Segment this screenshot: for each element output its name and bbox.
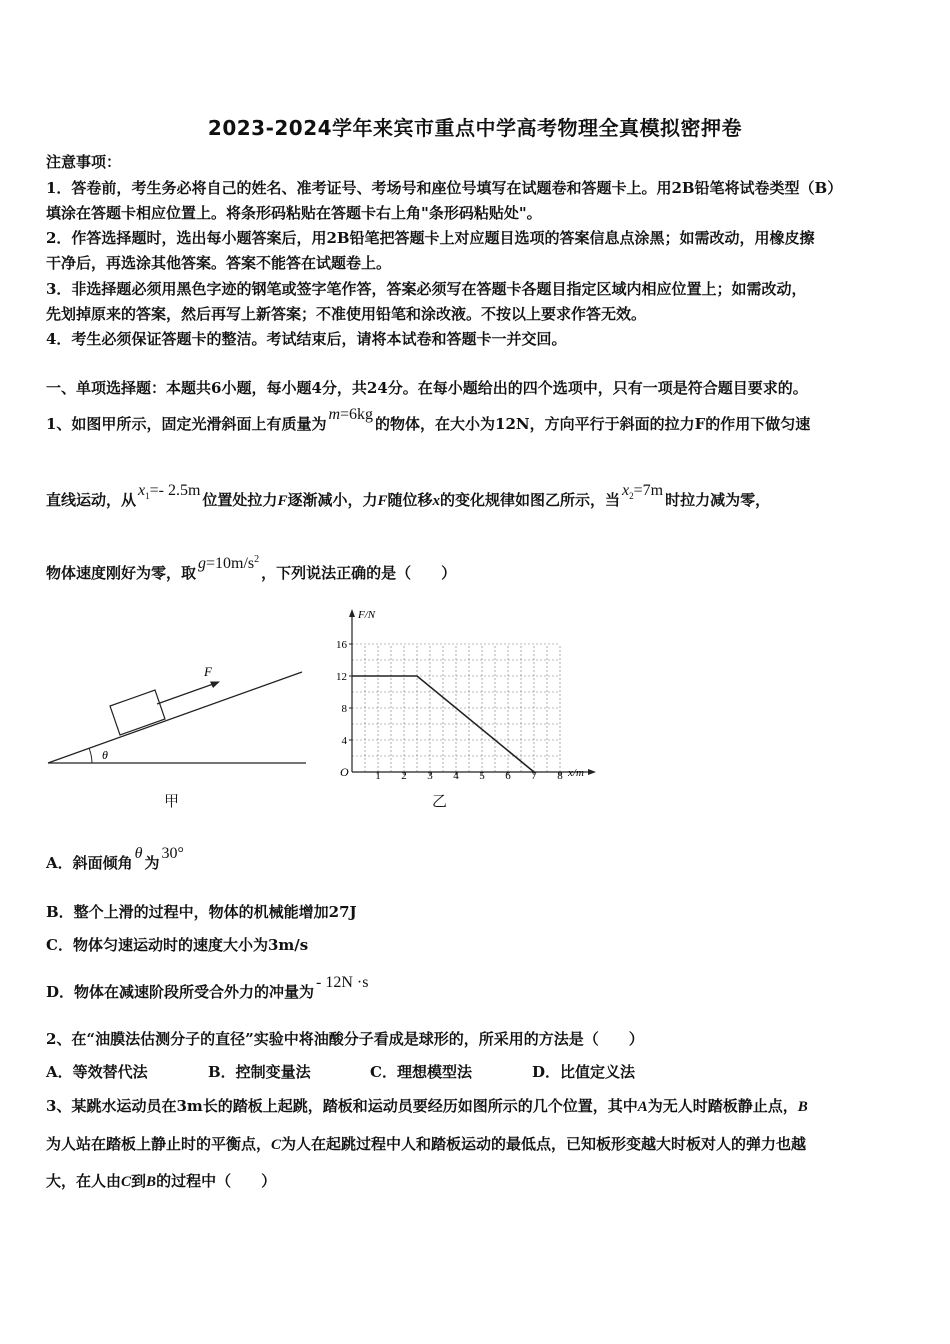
x-axis-arrow	[588, 769, 596, 775]
notice-line: 4．考生必须保证答题卡的整洁。考试结束后，请将本试卷和答题卡一并交回。	[46, 330, 567, 348]
figure-jia	[44, 650, 314, 775]
y-tick-label: 8	[341, 703, 347, 715]
q2-option-d: D．比值定义法	[532, 1063, 636, 1081]
x-tick-label: 1	[375, 770, 381, 782]
q1-option-c: C．物体匀速运动时的速度大小为3m/s	[46, 936, 309, 954]
option-d-text: D．物体在减速阶段所受合外力的冲量为	[46, 983, 315, 1001]
x-tick-label: 5	[479, 770, 485, 782]
g-value: =10m/s	[206, 555, 255, 572]
notice-heading: 注意事项：	[46, 153, 122, 171]
x1-sub: 1	[145, 491, 150, 501]
mass-var: m	[328, 406, 341, 423]
y-tick-label: 16	[336, 639, 347, 651]
notice-line: 2．作答选择题时，选出每小题答案后，用2B铅笔把答题卡上对应题目选项的答案信息点涂黑；如需改动，用橡皮擦	[46, 229, 815, 247]
q1-text: 逐渐减小，力	[287, 491, 378, 509]
q2-stem: 2、在“油膜法估测分子的直径”实验中将油酸分子看成是球形的，所采用的方法是（ ）	[46, 1030, 644, 1048]
x1-formula	[136, 482, 202, 499]
q1-option-b: B．整个上滑的过程中，物体的机械能增加27J	[46, 903, 357, 921]
q1-text: 随位移	[387, 491, 433, 509]
force-var: F	[277, 493, 288, 509]
x2-value: =7m	[633, 482, 664, 499]
force-label: F	[204, 664, 212, 679]
q1-text: 位置处拉力	[202, 491, 278, 509]
q2-option-c: C．理想模型法	[370, 1063, 472, 1081]
q1-text: 的变化规律如图乙所示，当	[440, 491, 621, 509]
q3-text: 为无人时踏板静止点，	[647, 1097, 798, 1115]
q1-text: 物体速度刚好为零，取	[46, 564, 197, 582]
y-axis-label: F/N	[358, 609, 376, 621]
x-tick-label: 7	[531, 770, 537, 782]
x1-var: x	[138, 482, 146, 499]
figure-jia-caption: 甲	[164, 792, 180, 810]
notice-line: 先划掉原来的答案，然后再写上新答案；不准使用铅笔和涂改液。不按以上要求作答无效。	[46, 305, 647, 323]
option-a-text: 为	[144, 854, 160, 872]
q3-text: 3、某跳水运动员在3m长的踏板上起跳，踏板和运动员要经历如图所示的几个位置，其中	[46, 1097, 638, 1115]
force-displacement-chart	[328, 604, 600, 784]
y-axis-arrow	[349, 609, 355, 617]
q3-line-3	[46, 1171, 916, 1192]
point-a: A	[637, 1099, 648, 1115]
incline-diagram	[44, 650, 314, 775]
x-tick-label: 3	[427, 770, 433, 782]
q2-options	[46, 1062, 916, 1082]
q3-line-1	[46, 1096, 916, 1117]
q1-line-3	[46, 554, 916, 586]
notice-line: 3．非选择题必须用黑色字迹的钢笔或签字笔作答，答案必须写在答题卡各题目指定区域内相应位置上；如需改动，	[46, 280, 807, 298]
y-tick-label: 4	[341, 735, 347, 747]
angle-value: 30°	[161, 845, 184, 862]
q1-text: 直线运动，从	[46, 491, 137, 509]
origin-label: O	[340, 765, 349, 779]
notice-line: 1．答卷前，考生务必将自己的姓名、准考证号、考场号和座位号填写在试题卷和答题卡上。用2B铅笔将试卷类型（B）	[46, 179, 843, 197]
notice-line: 干净后，再选涂其他答案。答案不能答在试题卷上。	[46, 254, 392, 272]
mass-value: =6kg	[340, 406, 374, 423]
x2-sub: 2	[629, 491, 634, 501]
mass-formula	[326, 406, 375, 423]
figure-yi	[328, 604, 600, 784]
x-tick-label: 8	[557, 770, 563, 782]
q1-text: 1、如图甲所示，固定光滑斜面上有质量为	[46, 415, 327, 433]
x-tick-label: 6	[505, 770, 511, 782]
q2-option-a: A．等效替代法	[46, 1063, 148, 1081]
point-c: C	[121, 1174, 132, 1190]
force-var: F	[377, 493, 388, 509]
q1-text: 的物体，在大小为12N，方向平行于斜面的拉力F的作用下做匀速	[375, 415, 811, 433]
figure-yi-caption: 乙	[432, 792, 448, 810]
impulse-value: - 12N ·s	[316, 974, 369, 991]
g-var: g	[198, 555, 207, 572]
g-sup: 2	[254, 554, 260, 565]
q1-line-2	[46, 482, 916, 512]
q1-option-a	[46, 845, 916, 874]
incline-line	[48, 672, 302, 763]
x-tick-label: 4	[453, 770, 459, 782]
x1-value: =- 2.5m	[149, 482, 201, 499]
angle-arc	[89, 748, 92, 763]
q3-text: 到	[131, 1172, 147, 1190]
x2-var: x	[622, 482, 630, 499]
x-axis-label: x/m	[568, 767, 584, 779]
y-tick-label: 12	[336, 671, 347, 683]
q1-option-d	[46, 974, 916, 1003]
angle-label: θ	[102, 748, 108, 762]
section-heading: 一、单项选择题：本题共6小题，每小题4分，共24分。在每小题给出的四个选项中，只有一项是符合题目要求的。	[46, 379, 808, 397]
q3-text: 为人站在踏板上静止时的平衡点，	[46, 1135, 272, 1153]
q1-text: 时拉力减为零，	[665, 491, 771, 509]
option-a-text: A．斜面倾角	[46, 854, 133, 872]
g-formula	[196, 555, 261, 572]
point-b: B	[146, 1174, 157, 1190]
q2-option-b: B．控制变量法	[208, 1063, 311, 1081]
q3-line-2	[46, 1134, 916, 1155]
force-arrow	[157, 683, 216, 704]
q3-text: 为人在起跳过程中人和踏板运动的最低点，已知板形变越大时板对人的弹力也越	[281, 1135, 807, 1153]
x2-formula	[620, 482, 665, 499]
notice-line: 填涂在答题卡相应位置上。将条形码粘贴在答题卡右上角"条形码粘贴处"。	[46, 204, 542, 222]
force-arrowhead	[210, 682, 220, 689]
q1-text: ，下列说法正确的是（ ）	[261, 564, 457, 582]
x-tick-label: 2	[401, 770, 407, 782]
point-b: B	[797, 1099, 808, 1115]
point-c: C	[271, 1137, 282, 1153]
q3-text: 的过程中（ ）	[156, 1172, 277, 1190]
q1-line-1	[46, 406, 916, 435]
page-title: 2023-2024学年来宾市重点中学高考物理全真模拟密押卷	[207, 116, 743, 140]
x-var: x	[432, 493, 440, 509]
q3-text: 大，在人由	[46, 1172, 122, 1190]
block	[110, 690, 165, 735]
theta-symbol: θ	[134, 845, 143, 862]
